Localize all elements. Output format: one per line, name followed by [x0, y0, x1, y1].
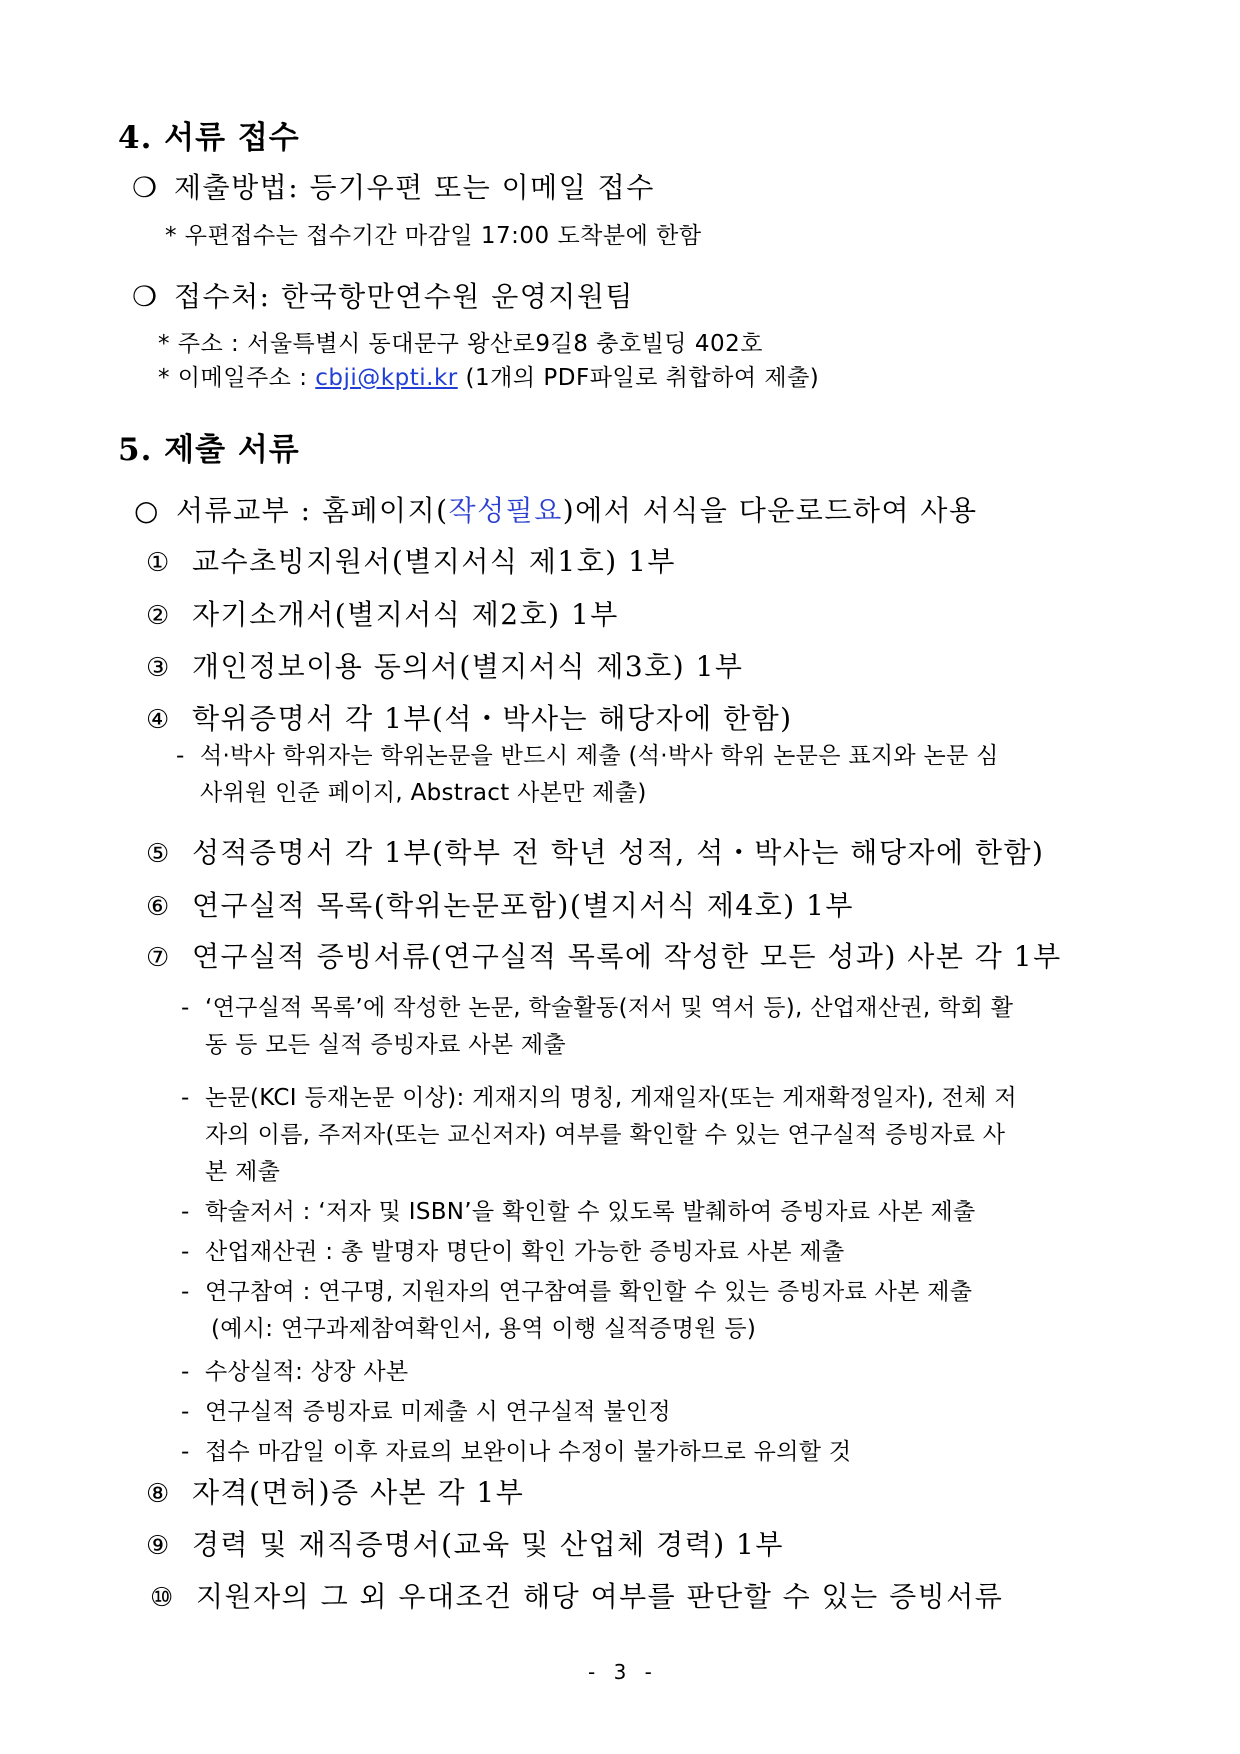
- submission-method-bullet: ❍ 제출방법: 등기우편 또는 이메일 접수: [132, 171, 655, 204]
- list-item: ⑧ 자격(면허)증 사본 각 1부: [146, 1476, 525, 1509]
- list-item: ⑦ 연구실적 증빙서류(연구실적 목록에 작성한 모든 성과) 사본 각 1부: [146, 940, 1062, 973]
- section-5-heading: 5. 제출 서류: [118, 432, 300, 468]
- sub-item: - 학술저서 : ‘저자 및 ISBN’을 확인할 수 있도록 발췌하여 증빙자료 사본 제출: [181, 1199, 976, 1225]
- list-item: ⑥ 연구실적 목록(학위논문포함)(별지서식 제4호) 1부: [146, 889, 854, 922]
- sub-item: - ‘연구실적 목록’에 작성한 논문, 학술활동(저서 및 역서 등), 산업재산권, 학회 활 동 등 모든 실적 증빙자료 사본 제출: [181, 995, 1014, 1058]
- sub-item: - 연구실적 증빙자료 미제출 시 연구실적 불인정: [181, 1399, 671, 1425]
- email-note: * 이메일주소 : cbji@kpti.kr (1개의 PDF파일로 취합하여 제출): [158, 365, 820, 391]
- list-item: ② 자기소개서(별지서식 제2호) 1부: [146, 598, 619, 631]
- postal-note: * 우편접수는 접수기간 마감일 17:00 도착분에 한함: [165, 223, 702, 249]
- highlight-text: 작성필요: [448, 494, 563, 527]
- sub-item: - 접수 마감일 이후 자료의 보완이나 수정이 불가하므로 유의할 것: [181, 1439, 852, 1465]
- address-note: * 주소 : 서울특별시 동대문구 왕산로9길8 충호빌딩 402호: [158, 331, 763, 357]
- list-item: ⑨ 경력 및 재직증명서(교육 및 산업체 경력) 1부: [146, 1528, 784, 1561]
- sub-item: - 논문(KCI 등재논문 이상): 게재지의 명칭, 게재일자(또는 게재확정일자), 전체 저 자의 이름, 주저자(또는 교신저자) 여부를 확인할 수 있는 연구실적 증빙자료 사 본 제출: [181, 1085, 1017, 1185]
- list-item: ⑤ 성적증명서 각 1부(학부 전 학년 성적, 석・박사는 해당자에 한함): [146, 836, 1045, 869]
- document-issue-bullet: ○ 서류교부 : 홈페이지(작성필요)에서 서식을 다운로드하여 사용: [134, 494, 978, 527]
- list-item: ⑩ 지원자의 그 외 우대조건 해당 여부를 판단할 수 있는 증빙서류: [150, 1580, 1004, 1613]
- list-item: ① 교수초빙지원서(별지서식 제1호) 1부: [146, 545, 676, 578]
- section-4-heading: 4. 서류 접수: [118, 120, 300, 156]
- recipient-bullet: ❍ 접수처: 한국항만연수원 운영지원팀: [132, 280, 634, 313]
- sub-item: - 산업재산권 : 총 발명자 명단이 확인 가능한 증빙자료 사본 제출: [181, 1239, 845, 1265]
- sub-item: - 연구참여 : 연구명, 지원자의 연구참여를 확인할 수 있는 증빙자료 사본 제출 (예시: 연구과제참여확인서, 용역 이행 실적증명원 등): [181, 1279, 973, 1342]
- list-item: ③ 개인정보이용 동의서(별지서식 제3호) 1부: [146, 650, 744, 683]
- email-link[interactable]: cbji@kpti.kr: [315, 365, 458, 391]
- page-number: - 3 -: [588, 1660, 658, 1684]
- list-item: ④ 학위증명서 각 1부(석・박사는 해당자에 한함): [146, 702, 793, 735]
- sub-item: - 수상실적: 상장 사본: [181, 1359, 409, 1385]
- sub-item: - 석·박사 학위자는 학위논문을 반드시 제출 (석·박사 학위 논문은 표지와 논문 심 사위원 인준 페이지, Abstract 사본만 제출): [176, 743, 999, 806]
